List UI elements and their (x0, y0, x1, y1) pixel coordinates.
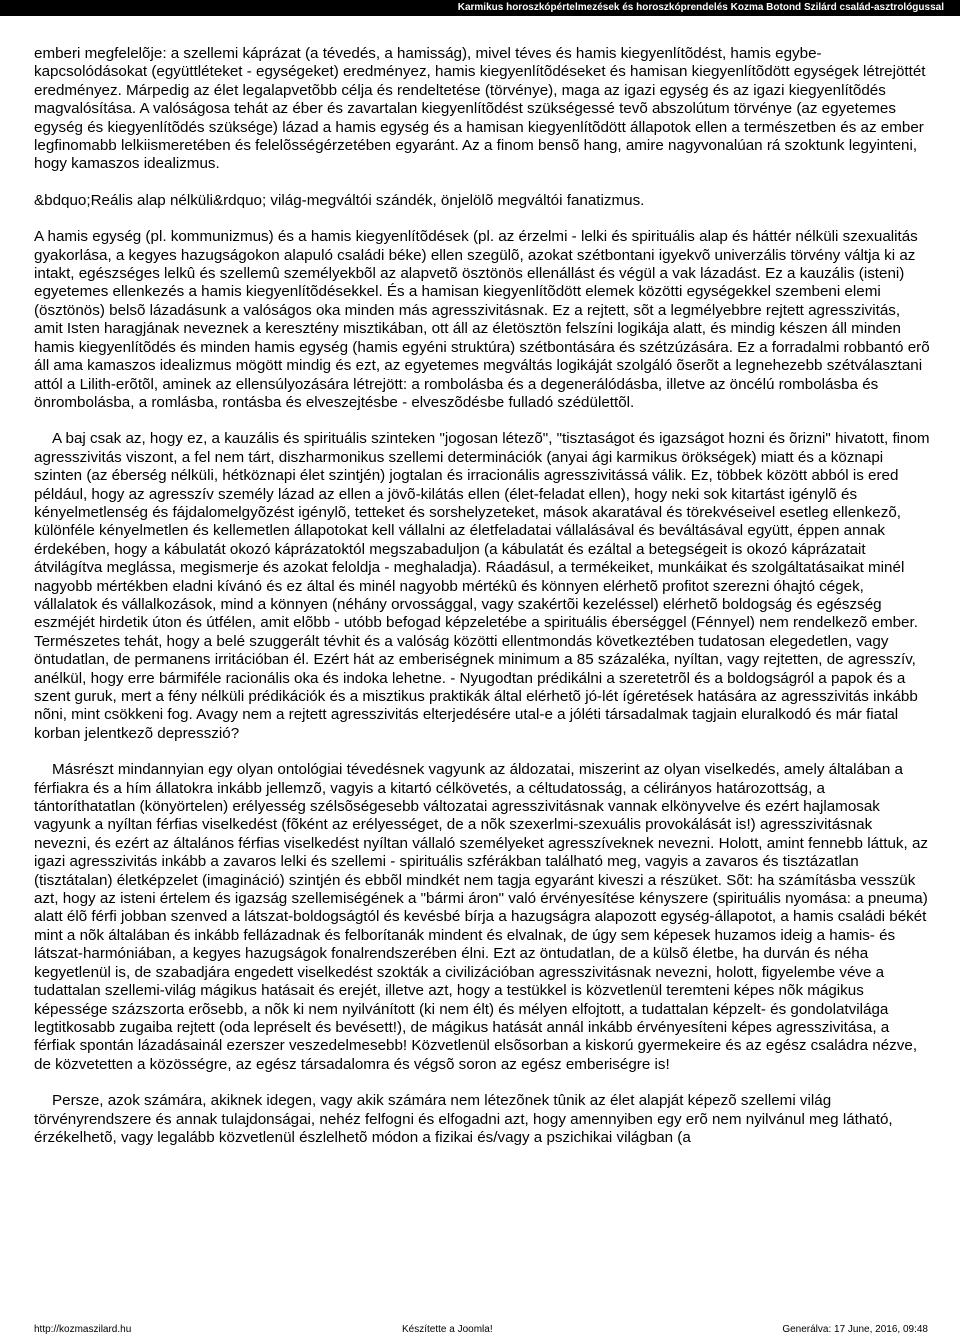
paragraph-4: A baj csak az, hogy ez, a kauzális és spirituális szinteken "jogosan létezõ", "tisztaságot és igazságot hozni és õrizni" hivatott, finom agresszivitás viszont, a fel nem tárt, diszharmonikus szellemi determinációk (anyai ági karmikus örökségek) miatt és a köznapi szinten (az éberség nélküli, hétköznapi élet szintjén) jogtalan és irracionális agresszivitássá válik. Ez, többek között abból is ered például, hogy az agresszív személy lázad az ellen a jövõ-kilátás ellen (élet-feladat ellen), hogy neki sok kitartást igénylõ és kényelmetlenség és fájdalomelgyõzést igénylõ, tetteket és sorshelyzeteket, mások akaratával és törekvéseivel esetleg ellenkezõ, különféle kényelmetlen és kellemetlen állapotokat kell vállalni az életfeladatai vállalásával és beváltásával együtt, éppen annak érdekében, hogy a kábulatát okozó káprázatoktól megszabaduljon (a kábulatát és ezáltal a betegségeit is okozó káprázatait átvilágítva meglássa, megismerje és azokat feloldja - meghaladja). Ráadásul, a termékeiket, munkáikat és szolgáltatásaikat minél nagyobb mértékben eladni kívánó és ez által és minél nagyobb mértékû és könnyen elérhetõ profitot szerezni óhajtó cégek, vállalatok és vállalkozások, mind a könnyen (néhány orvossággal, vagy szakértõi kezeléssel) elérhetõ boldogság és egészség eszméjét hirdetik úton és útfélen, amit elõbb - utóbb befogad képzeletébe a spirituális éberséggel (Fénnyel) nem rendelkezõ ember. Természetes tehát, hogy a belé szuggerált tévhit és a valóság közötti ellentmondás következtében tudatosan elegedetlen, vagy öntudatlan, de permanens irritációban él. Ezért hát az emberiségnek minimum a 85 százaléka, nyíltan, vagy rejtetten, de agresszív, anélkül, hogy erre bármiféle racionális oka és indoka lehetne. - Nyugodtan prédikálni a szeretetrõl és a boldogságról a papok és a szent guruk, mert a fény nélküli prédikációk és a misztikus praktikák által elérhetõ jó-lét ígéretések hatására az agresszivitás inkább nõni, mint csökkeni fog. Avagy nem a rejtett agresszivitás elterjedésére utal-e a jóléti társadalmak tagjain eluralkodó és már fiatal korban jelentkezõ depresszió? (34, 430, 930, 742)
header-title: Karmikus horoszkópértelmezések és horoszkóprendelés Kozma Botond Szilárd család-asztrológussal (457, 2, 944, 13)
footer-generated: Generálva: 17 June, 2016, 09:48 (782, 1324, 928, 1335)
paragraph-3: A hamis egység (pl. kommunizmus) és a hamis kiegyenlítõdések (pl. az érzelmi - lelki és spirituális alap és háttér nélküli szexualitás gyakorlása, a kegyes hazugságokon alapuló családi béke) ellen szegülõ, azokat szétbontani igyekvõ univerzális törvény váltja ki az intakt, egészséges lelkû és szellemû személyekbõl az alapvetõ ösztönös ellenállást és végül a vak lázadást. Ez a kauzális (isteni) egyetemes ellenkezés a hamis kiegyenlítõdésekkel. És a hamisan kiegyenlítõdött elemek közötti egységekkel szembeni elemi (ösztönös) belsõ lázadásunk a valóságos oka minden más agresszivitásnak. Ez a rejtett, sõt a legmélyebbre rejtett agresszivitás, amit Isten haragjának neveznek a keresztény misztikában, ott áll az életösztön felszíni logikája alatt, és mindig készen áll minden hamis kiegyenlítõdés és minden hamis egység (hamis egyéni struktúra) szétbontására és szétzúzására. Ez a forradalmi robbantó erõ áll ama kamaszos idealizmus mögött mindig és ezt, az egyetemes megváltás logikáját szolgáló õserõt a legnehezebb szétválasztani attól a Lilith-erõtõl, aminek az ellensúlyozására létrejött: a rombolásba és a degenerálódásba, illetve az öncélú rombolásba és önrombolásba, a romlásba, rontásba és elveszejtésbe - elveszõdésbe fulladó szédülettõl. (34, 228, 930, 411)
paragraph-2: &bdquo;Reális alap nélküli&rdquo; világ-megváltói szándék, önjelölõ megváltói fanatizmus. (34, 191, 645, 209)
paragraph-1: emberi megfelelõje: a szellemi káprázat (a tévedés, a hamisság), mivel téves és hamis kiegyenlítõdést, hamis egybe-kapcsolódásokat (együttléteket - egységeket) eredményez, hamis kiegyenlítõdéseket és hamisan kiegyenlítõdött egységek létrejöttét eredményez. Márpedig az élet legalapvetõbb célja és rendeltetése (törvénye), maga az igazi egység és az igazi kiegyenlítõdés magvalósítása. A valóságosa tehát az éber és zavartalan kiegyenlítõdést szükségessé tevõ abszolútum törvénye (az egyetemes egység és kiegyenlítõdés szüksége) lázad a hamis egység és a hamisan kiegyenlítõdött állapotok ellen a természetben és az ember legfinomabb lelkiismeretében és felelõsségérzetében egyaránt. Az a finom bensõ hang, amire nagyvonalúan rá szoktunk legyinteni, hogy kamaszos idealizmus. (34, 45, 926, 173)
article-body (34, 45, 930, 1147)
footer (34, 1324, 928, 1336)
footer-credit: Készítette a Joomla! (402, 1324, 493, 1335)
footer-url: http://kozmaszilard.hu (34, 1324, 132, 1335)
header-bar (0, 0, 960, 16)
paragraph-5: Másrészt mindannyian egy olyan ontológiai tévedésnek vagyunk az áldozatai, miszerint az olyan viselkedés, amely általában a férfiakra és a hím állatokra inkább jellemzõ, vagyis a kitartó célkövetés, a céltudatosság, a célirányos határozottság, a tántoríthatatlan (könyörtelen) erélyesség szélsõségesebb változatai agresszivitásnak vannak elkönyvelve és ezért hajlamosak vagyunk a nyíltan férfias viselkedést (fõként az erélyességet, de a nõk szexerlmi-szexuális provokálását is!) agresszivitásnak nevezni, és ezért az általános férfias viselkedést nyíltan vállaló személyeket agresszíveknek nevezni. Holott, amint fennebb láttuk, az igazi agresszivitás inkább a zavaros lelki és szellemi - spirituális szférákban található meg, vagyis a zavaros és tisztázatlan (tisztátalan) életképzelet (imagináció) szintjén és ebbõl mindkét nem tagja egyaránt kiveszi a részüket. Sõt: ha számításba vesszük azt, hogy az isteni értelem és igazság szellemiségének a "bármi áron" való érvényesítése kényszere (spirituális nyomása: a pneuma) alatt élõ férfi jobban szenved a látszat-boldogságtól és kevésbé bírja a hazugságra alapozott egység-állapotot, a hamis családi békét mint a nõk általában és inkább fellázadnak és felborítanák mindent és elvalnak, de úgy sem képesek huzamos ideig a hamis- és látszat-harmóniában, a kegyes hazugságok fonalrendszerében élni. Ezt az öntudatlan, de a külsõ életbe, ha durván és néha kegyetlenül is, de szabadjára engedett viselkedést szokták a civilizációban agresszivitásnak nevezni, holott, figyelembe véve a tudattalan szellemi-világ mágikus hatásait és erejét, illetve azt, hogy a testükkel is közvetlenül teremteni képes nõk mágikus képessége százszorta erõsebb, a nõk ki nem nyilvánított (ki nem élt) és mélyen elfojtott, a tudattalan képzelt- és gondolatvilága legtitkosabb zugaiba rejtett (oda lepréselt és bevésett!), de mágikus hatását annál inkább érvényesíteni képes agresszivitása, a férfiak spontán lázadásainál ezerszer veszedelmesebb! Közvetlenül elsõsorban a kiskorú gyermekeire és az egész családra nézve, de közvetetten a közösségre, az egész társadalomra és végsõ soron az egész emberiségre is! (34, 761, 928, 1073)
paragraph-6: Persze, azok számára, akiknek idegen, vagy akik számára nem létezõnek tûnik az élet alapját képezõ szellemi világ törvényrendszere és annak tulajdonságai, nehéz felfogni és elfogadni azt, hogy amennyiben egy erõ nem nyilvánul meg látható, érzékelhetõ, vagy legalább közvetlenül észlelhetõ módon a fizikai és/vagy a pszichikai világban (a (34, 1092, 893, 1146)
